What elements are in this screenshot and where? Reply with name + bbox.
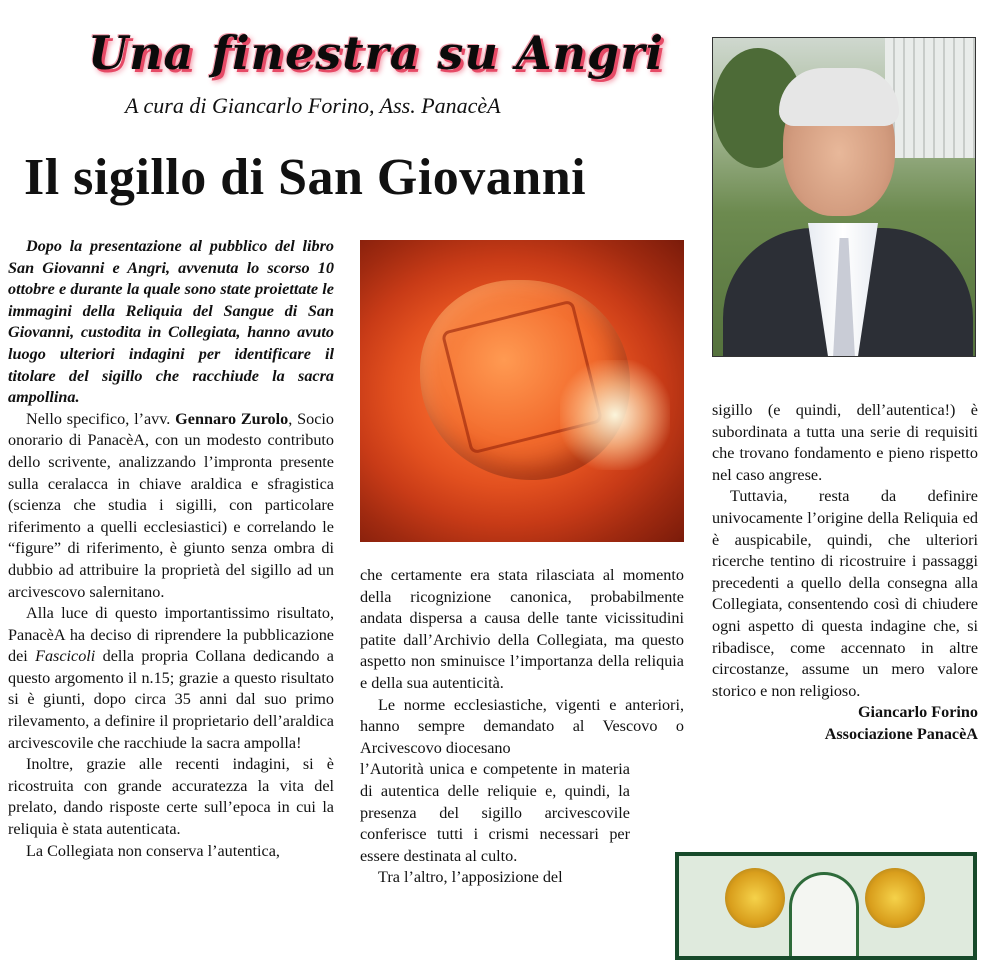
- paragraph: Le norme ecclesiastiche, vigenti e anteriori, hanno sempre demandato al Vescovo o Arcivescovo diocesano: [360, 695, 684, 757]
- byline: A cura di Giancarlo Forino, Ass. PanacèA: [125, 93, 501, 118]
- signature-name: Giancarlo Forino: [857, 703, 978, 722]
- paragraph: [8, 603, 334, 754]
- text: Nello specifico, l’avv.: [26, 409, 176, 428]
- flower-icon: [865, 868, 925, 928]
- column-1: [8, 236, 334, 862]
- paragraph: [8, 409, 334, 603]
- text: , Socio onorario di PanacèA, con un modesto contributo dello scrivente, analizzando l’impronta presente sulla ceralacca in chiave araldica e sfragistica (scienza che studia i sigilli, con particolare riferimento a quelli ecclesiastici) e correlando le “figure” di riferimento, è giunto senza ombra di dubbio ad attribuire la proprietà del sigillo ad un arcivescovo salernitano.: [8, 409, 334, 601]
- column-2: [360, 565, 684, 889]
- portrait-building: [885, 38, 975, 158]
- column-3: [712, 400, 978, 746]
- text: Alla luce di questo importantissimo risultato, PanacèA ha deciso di riprendere la pubblicazione dei: [8, 604, 334, 666]
- lead-paragraph: Dopo la presentazione al pubblico del libro San Giovanni e Angri, avvenuta lo scorso 10 ottobre e durante la quale sono state proiettate le immagini della Reliquia del Sangue di San Giovanni, custodita in Collegiata, hanno avuto luogo ulteriori indagini per identificare il titolare del sigillo che racchiude la sacra ampollina.: [8, 237, 334, 407]
- seal-photo: [360, 240, 684, 542]
- paragraph: Inoltre, grazie alle recenti indagini, si è ricostruita con grande accuratezza la vita del prelato, dando risposte certe sull’epoca in cui la reliquia è stata autenticata.: [8, 755, 334, 839]
- association-emblem: [675, 852, 977, 960]
- flower-icon: [725, 868, 785, 928]
- author-portrait: [712, 37, 976, 357]
- emblem-swirl: [789, 872, 859, 960]
- light-glare: [560, 360, 670, 470]
- paragraph: che certamente era stata rilasciata al momento della ricognizione canonica, probabilmente andata dispersa a causa delle tante vicissitudini patite dall’Archivio della Collegiata, ma questo aspetto non sminuisce l’importanza della reliquia e della sua autenticità.: [360, 566, 684, 692]
- paragraph: La Collegiata non conserva l’autentica,: [26, 841, 280, 860]
- paragraph: sigillo (e quindi, dell’autentica!) è subordinata a tutta una serie di requisiti che trovano fondamento e pieno rispetto nel caso angrese.: [712, 401, 978, 484]
- masthead-title: Una finestra su Angri: [88, 26, 664, 80]
- paragraph: Tra l’altro, l’apposizione del: [378, 868, 563, 887]
- author-name: Gennaro Zurolo: [175, 409, 289, 428]
- series-title: Fascicoli: [35, 647, 96, 666]
- paragraph: l’Autorità unica e competente in materia di autentica delle reliquie e, quindi, la presenza del sigillo arcivescovile conferisce tutti i crismi necessari per essere destinata al culto.: [360, 760, 630, 865]
- signature-organization: Associazione PanacèA: [824, 724, 978, 743]
- paragraph: Tuttavia, resta da definire univocamente l’origine della Reliquia ed è auspicabile, quindi, che ulteriori ricerche tentino di ricostruire i passaggi precedenti a quello della consegna alla Collegiata, consentendo così di chiudere ogni aspetto di questa indagine che, si ribadisce, come accennato in altre circostanze, assume un mero valore storico e non religioso.: [712, 487, 978, 700]
- portrait-hair: [779, 68, 899, 126]
- text: della propria Collana dedicando a questo argomento il n.15; grazie a questo risultato si è giunti, dopo circa 35 anni dal suo primo rilevamento, a definire il proprietario dell’araldica arcivescovile che racchiude la sacra ampolla!: [8, 647, 334, 752]
- article-headline: Il sigillo di San Giovanni: [24, 149, 587, 206]
